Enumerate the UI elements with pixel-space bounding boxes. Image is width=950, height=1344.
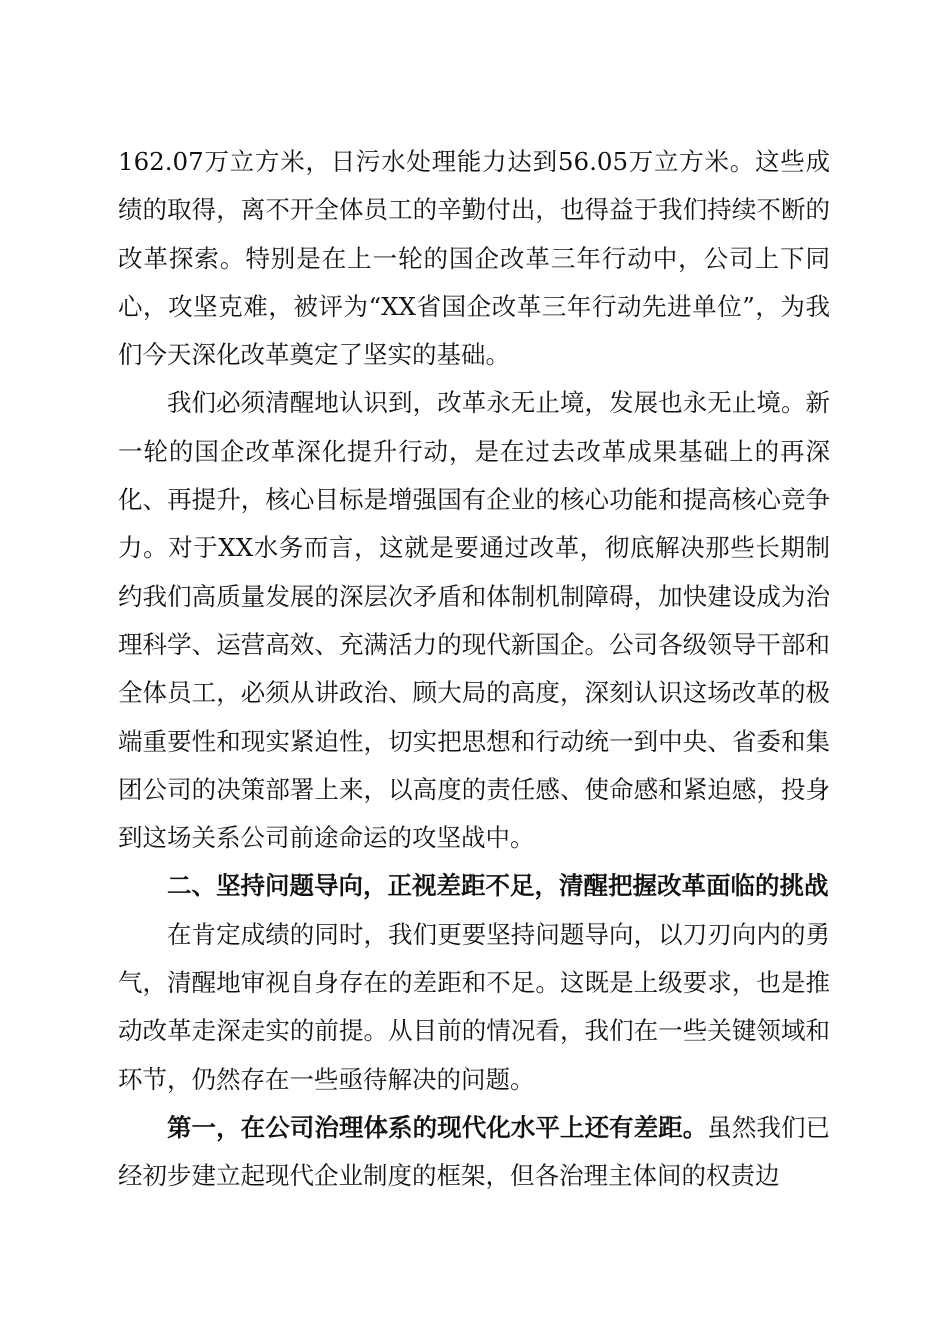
paragraph-lead-bold: 第一，在公司治理体系的现代化水平上还有差距。: [167, 1112, 708, 1142]
paragraph-governance-text: 虽然我们已经初步建立起现代企业制度的框架，但各治理主体间的权责边: [118, 1112, 831, 1191]
paragraph-continuation: 162.07万立方米，日污水处理能力达到56.05万立方米。这些成绩的取得，离不开全体员工的辛勤付出，也得益于我们持续不断的改革探索。特别是在上一轮的国企改革三年行动中，公司上下同心，攻坚克难，被评为“XX省国企改革三年行动先进单位”，为我们今天深化改革奠定了坚实的基础。: [118, 147, 830, 370]
paragraph-governance-gap: [118, 1104, 830, 1201]
document-body: [118, 138, 830, 1201]
paragraph-problem-orientation: 在肯定成绩的同时，我们更要坚持问题导向，以刀刃向内的勇气，清醒地审视自身存在的差距和不足。这既是上级要求，也是推动改革走深走实的前提。从目前的情况看，我们在一些关键领域和环节，仍然存在一些亟待解决的问题。: [118, 919, 830, 1094]
section-heading-two: 二、坚持问题导向，正视差距不足，清醒把握改革面临的挑战: [167, 871, 829, 901]
paragraph-reform-awareness: 我们必须清醒地认识到，改革永无止境，发展也永无止境。新一轮的国企改革深化提升行动，是在过去改革成果基础上的再深化、再提升，核心目标是增强国有企业的核心功能和提高核心竞争力。对于XX水务而言，这就是要通过改革，彻底解决那些长期制约我们高质量发展的深层次矛盾和体制机制障碍，加快建设成为治理科学、运营高效、充满活力的现代新国企。公司各级领导干部和全体员工，必须从讲政治、顾大局的高度，深刻认识这场改革的极端重要性和现实紧迫性，切实把思想和行动统一到中央、省委和集团公司的决策部署上来，以高度的责任感、使命感和紧迫感，投身到这场关系公司前途命运的攻坚战中。: [118, 388, 830, 853]
